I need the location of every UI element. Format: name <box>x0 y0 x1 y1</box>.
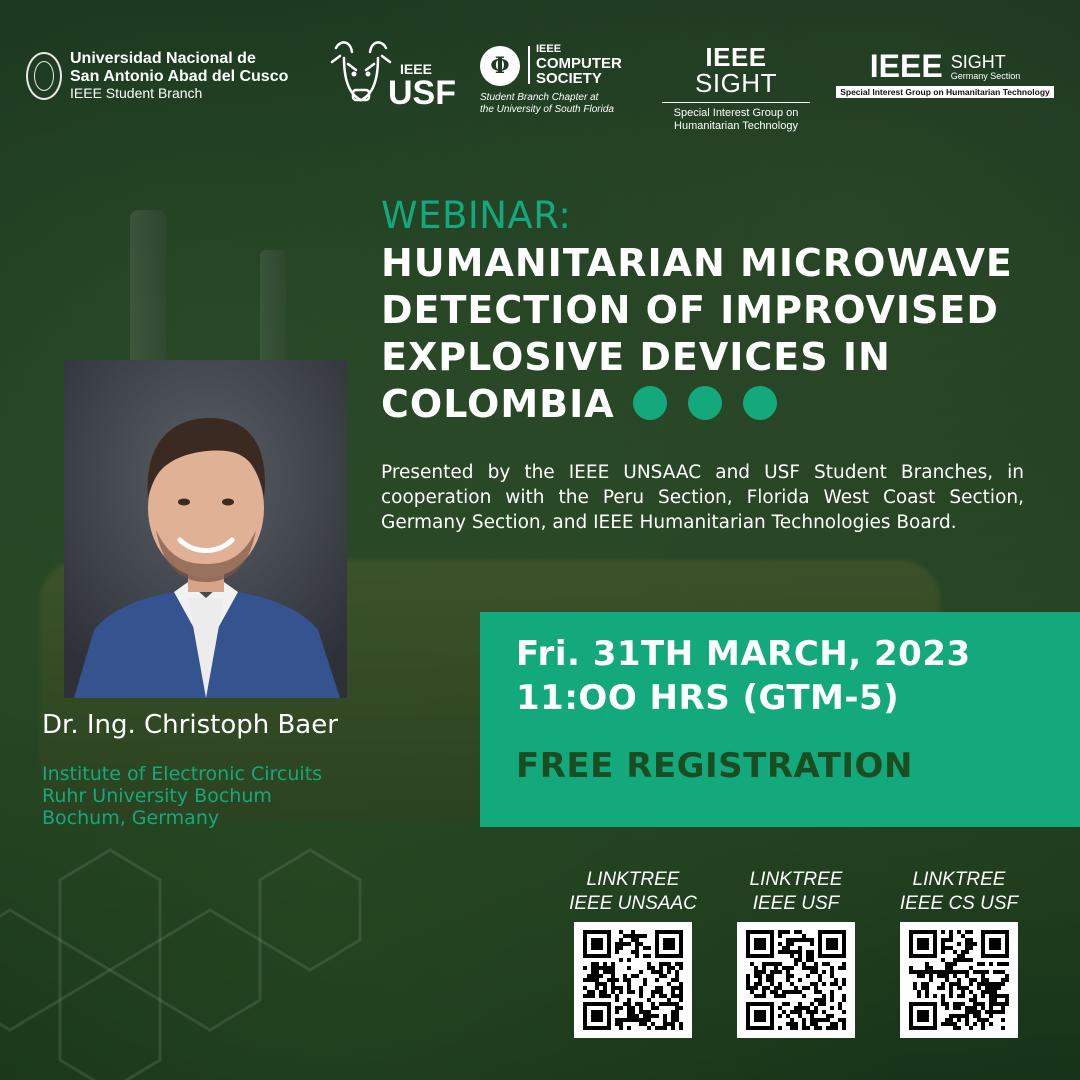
linktree-usf[interactable] <box>721 868 871 1038</box>
cs-computer: COMPUTER <box>536 54 622 72</box>
linktree-cs-usf[interactable] <box>884 868 1034 1038</box>
ieee-usf-logo <box>330 38 455 116</box>
webinar-kicker: WEBINAR: <box>381 194 572 237</box>
title-line-4: COLOMBIA <box>381 382 615 426</box>
ieee-sight-logo <box>662 44 810 133</box>
usf-ieee-wordmark: IEEE <box>400 61 432 77</box>
linktree-target: IEEE USF <box>752 893 840 914</box>
sight-germany-section: Germany Section <box>950 71 1021 82</box>
title-line-3: EXPLOSIVE DEVICES IN <box>381 335 891 379</box>
decorative-dots <box>633 386 777 420</box>
sight-germany-word: SIGHT <box>950 52 1006 73</box>
ieee-sight-germany-logo <box>836 50 1054 98</box>
sight-germany-ieee: IEEE <box>869 48 943 84</box>
presented-by-text: Presented by the IEEE UNSAAC and USF Student Branches, in cooperation with the Peru Section, Florida West Coast Section, Germany Section, and IEEE Humanitarian Technologies Board. <box>381 462 1024 533</box>
sight-word: SIGHT <box>695 68 777 98</box>
sight-sub-line2: Humanitarian Technology <box>674 120 798 133</box>
speaker-name: Dr. Ing. Christoph Baer <box>42 710 338 740</box>
speaker-photo <box>64 360 347 698</box>
sight-germany-strip: Special Interest Group on Humanitarian Technology <box>836 86 1054 98</box>
affiliation-line-2: Ruhr University Bochum <box>42 785 272 807</box>
title-line-1: HUMANITARIAN MICROWAVE <box>381 241 1013 285</box>
linktree-unsaac[interactable] <box>558 868 708 1038</box>
cs-ieee: IEEE <box>536 43 562 55</box>
cs-caption-line1: Student Branch Chapter at <box>480 92 599 103</box>
unsaac-name-line1: Universidad Nacional de <box>70 50 256 67</box>
linktree-label: LINKTREE <box>749 869 843 890</box>
event-time: 11:OO HRS (GTM-5) <box>516 678 900 718</box>
unsaac-logo <box>26 50 288 101</box>
cs-society: SOCIETY <box>536 70 602 88</box>
cs-phi-icon: Φ <box>480 46 520 86</box>
affiliation-line-1: Institute of Electronic Circuits <box>42 763 323 785</box>
unsaac-seal-icon <box>26 52 62 100</box>
event-date: Fri. 31TH MARCH, 2023 <box>516 634 971 674</box>
schedule-box <box>480 612 1080 827</box>
title-line-2: DETECTION OF IMPROVISED <box>381 288 999 332</box>
sight-ieee: IEEE <box>705 42 767 72</box>
computer-society-logo <box>478 44 638 116</box>
cs-caption-line2: the University of South Florida <box>480 103 614 115</box>
sight-sub-line1: Special Interest Group on <box>673 107 799 119</box>
linktree-label: LINKTREE <box>586 869 680 890</box>
qr-code-icon[interactable] <box>900 922 1018 1038</box>
linktree-target: IEEE UNSAAC <box>569 893 697 914</box>
qr-code-icon[interactable] <box>737 922 855 1038</box>
free-registration[interactable]: FREE REGISTRATION <box>516 746 913 786</box>
webinar-title <box>381 240 1051 428</box>
unsaac-branch: IEEE Student Branch <box>70 84 203 101</box>
linktree-label: LINKTREE <box>912 869 1006 890</box>
speaker-affiliation <box>42 763 322 829</box>
qr-code-icon[interactable] <box>574 922 692 1038</box>
unsaac-name-line2: San Antonio Abad del Cusco <box>70 67 289 85</box>
affiliation-line-3: Bochum, Germany <box>42 807 220 829</box>
linktree-target: IEEE CS USF <box>899 893 1019 914</box>
usf-wordmark: USF <box>388 74 456 112</box>
